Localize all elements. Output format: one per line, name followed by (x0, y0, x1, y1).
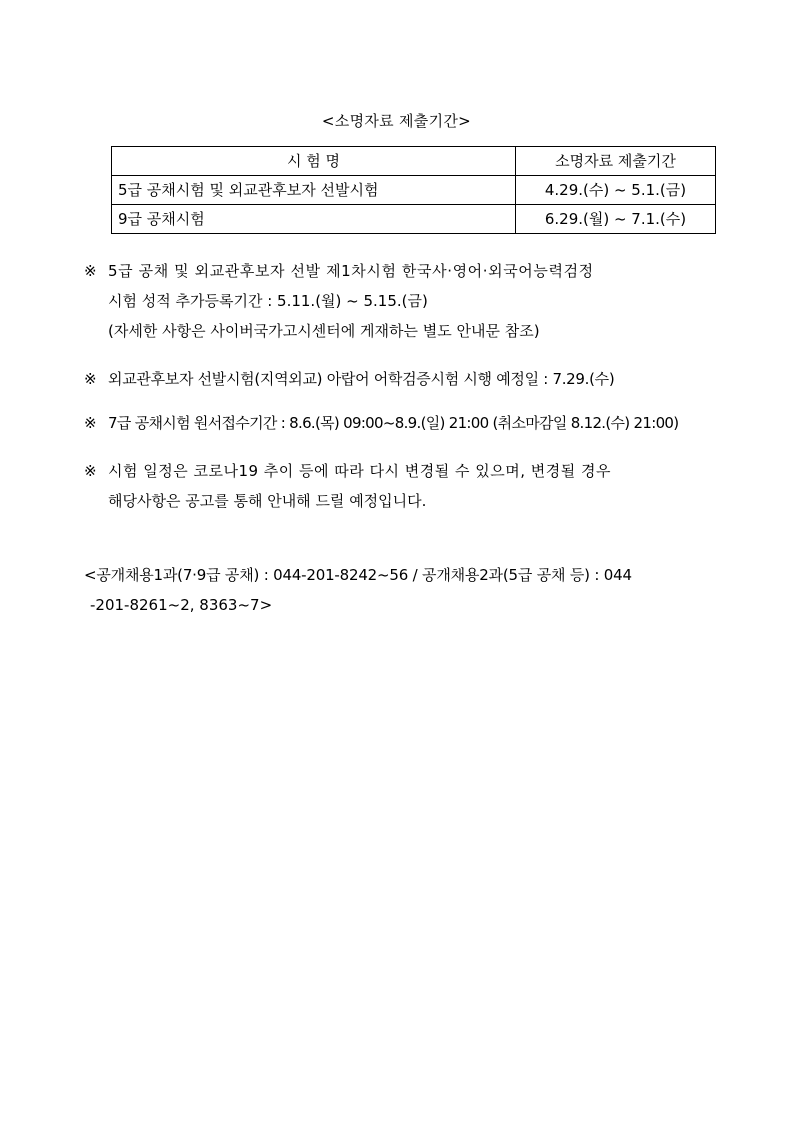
exam-name-cell: 9급 공채시험 (112, 205, 516, 234)
reference-mark-icon: ※ (84, 262, 97, 280)
exam-name-cell: 5급 공채시험 및 외교관후보자 선발시험 (112, 176, 516, 205)
column-header-exam-name: 시 험 명 (112, 147, 516, 176)
note-line: 해당사항은 공고를 통해 안내해 드릴 예정입니다. (108, 492, 427, 510)
note-line: 시험 성적 추가등록기간 : 5.11.(월) ~ 5.15.(금) (108, 292, 428, 310)
submission-period-cell: 6.29.(월) ~ 7.1.(수) (516, 205, 716, 234)
note-additional-registration (84, 256, 724, 346)
column-header-submission-period: 소명자료 제출기간 (516, 147, 716, 176)
reference-mark-icon: ※ (84, 462, 97, 480)
table-row (112, 176, 716, 205)
note-line: 외교관후보자 선발시험(지역외교) 아랍어 어학검증시험 시행 예정일 : 7.29.(수) (108, 370, 615, 388)
note-line: 시험 일정은 코로나19 추이 등에 따라 다시 변경될 수 있으며, 변경될 경우 (108, 462, 612, 480)
submission-schedule-table (111, 146, 716, 234)
page-title: <소명자료 제출기간> (321, 112, 472, 130)
note-line: (자세한 사항은 사이버국가고시센터에 게재하는 별도 안내문 참조) (108, 322, 540, 340)
note-arabic-test (84, 364, 724, 394)
contact-line: <공개채용1과(7·9급 공채) : 044-201-8242~56 / 공개채용2과(5급 공채 등) : 044 (84, 566, 632, 584)
reference-mark-icon: ※ (84, 370, 97, 388)
note-line: 5급 공채 및 외교관후보자 선발 제1차시험 한국사·영어·외국어능력검정 (108, 262, 594, 280)
contact-info (84, 560, 724, 620)
submission-period-cell: 4.29.(수) ~ 5.1.(금) (516, 176, 716, 205)
contact-line: -201-8261~2, 8363~7> (90, 596, 273, 614)
note-line: 7급 공채시험 원서접수기간 : 8.6.(목) 09:00~8.9.(일) 21:00 (취소마감일 8.12.(수) 21:00) (108, 414, 679, 432)
table-header-row (112, 147, 716, 176)
reference-mark-icon: ※ (84, 414, 97, 432)
table-row (112, 205, 716, 234)
note-schedule-change (84, 456, 724, 516)
note-grade7-application (84, 408, 724, 438)
